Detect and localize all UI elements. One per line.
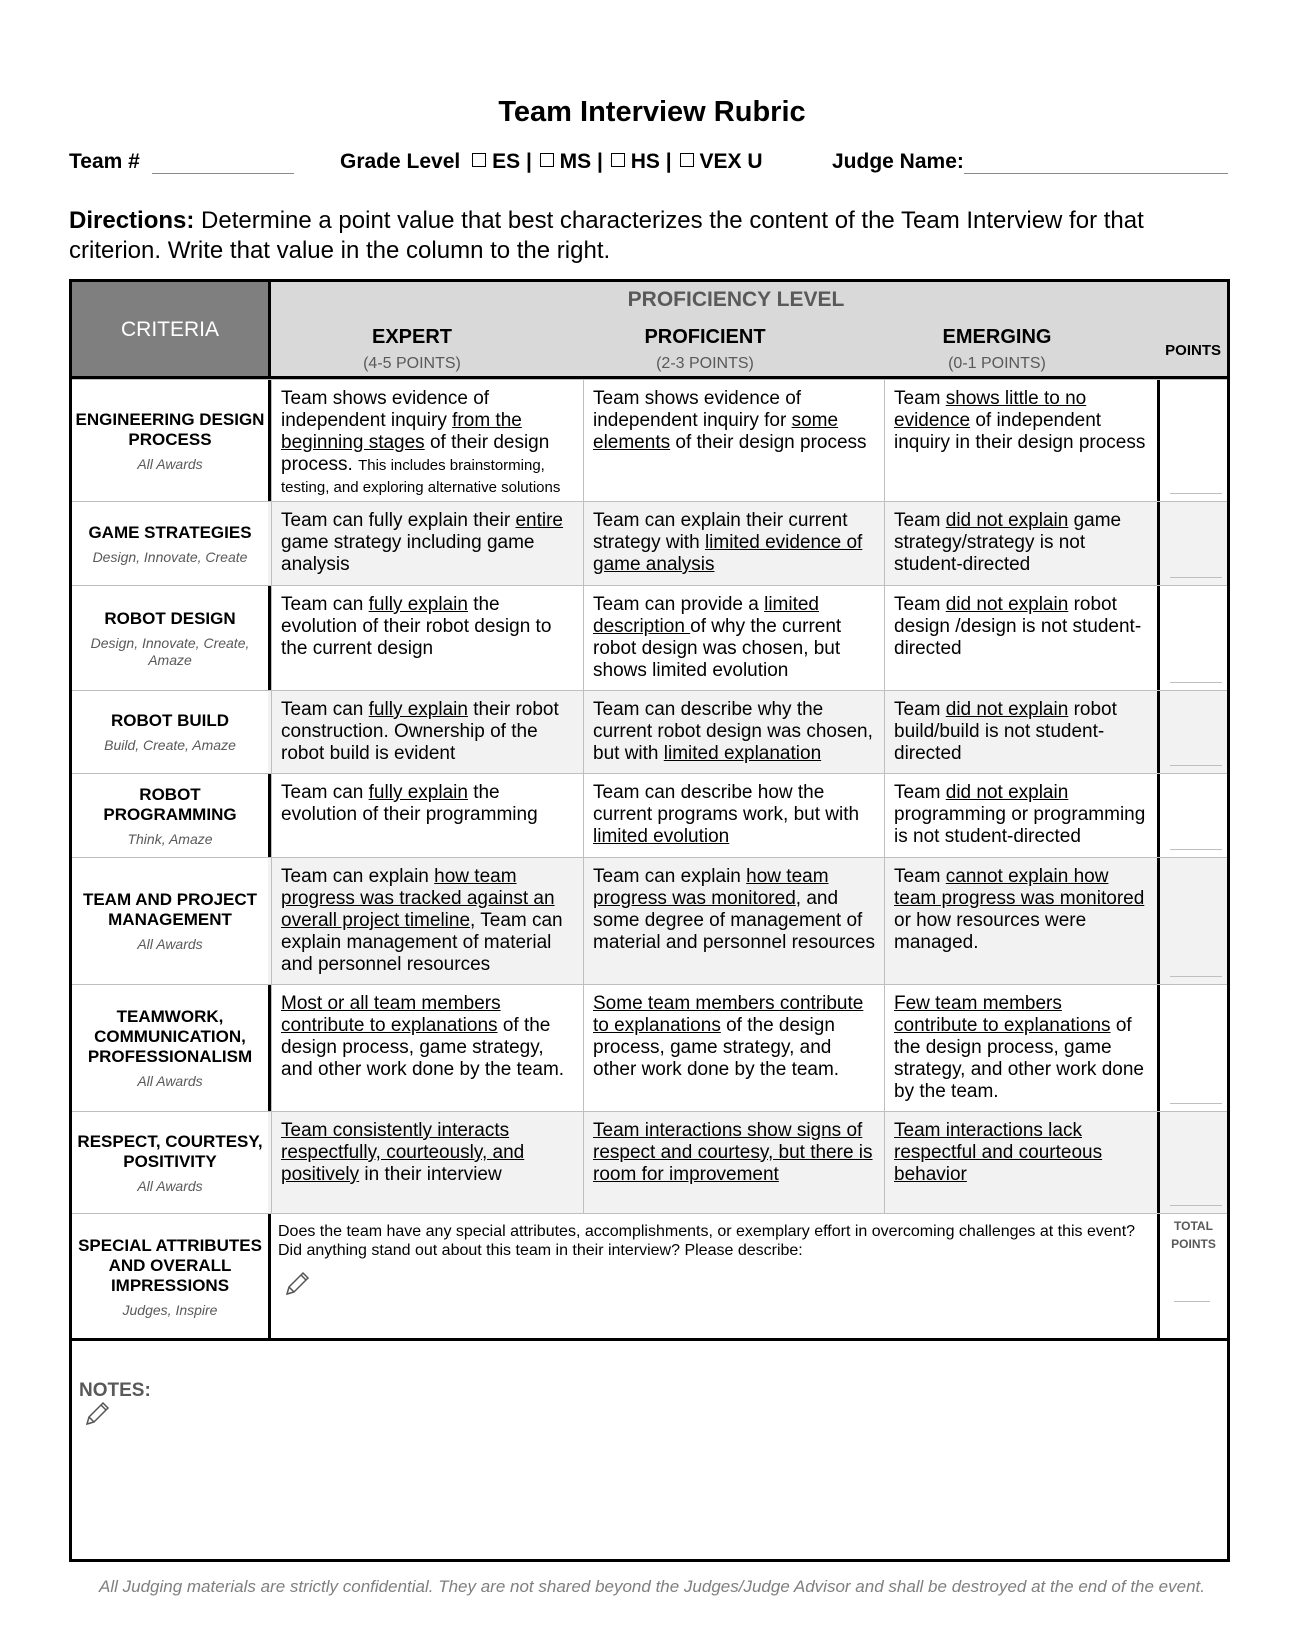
emerging-cell (884, 691, 1157, 774)
description-text: did not explain (945, 782, 1069, 803)
points-entry-line[interactable] (1170, 765, 1222, 766)
criterion-awards: Build, Create, Amaze (104, 737, 236, 753)
criterion-awards: All Awards (137, 455, 203, 472)
description-text: Team shows evidence of independent inquiry for (593, 388, 802, 431)
judge-name-blank[interactable] (964, 153, 1228, 174)
criterion-awards: Judges, Inspire (122, 1301, 218, 1318)
criterion-awards: All Awards (137, 1177, 203, 1194)
description-text: of independent inquiry in their design process (894, 410, 1146, 453)
points-cell[interactable] (1157, 502, 1230, 586)
description-text: Team (894, 388, 946, 409)
description-text: limited evidence of game analysis (593, 532, 863, 575)
criterion-cell (72, 380, 268, 502)
proficient-cell (583, 774, 884, 858)
description-text: of why the current robot design was chosen, but shows limited evolution (593, 616, 842, 681)
description-text: shows little to no evidence (894, 388, 1087, 431)
description-text: Team (894, 510, 946, 531)
points-cell[interactable] (1157, 380, 1230, 502)
grade-option-ms: MS (559, 150, 592, 173)
rubric-row (72, 690, 1227, 774)
rubric-row (72, 857, 1227, 985)
proficient-cell (583, 1112, 884, 1214)
description-text: fully explain (368, 594, 468, 615)
description-text: limited description (593, 594, 819, 637)
rubric-row (72, 1111, 1227, 1214)
expert-cell (271, 774, 583, 858)
expert-cell (271, 502, 583, 586)
rubric-row (72, 585, 1227, 691)
emerging-cell (884, 1112, 1157, 1214)
criterion-name: ENGINEERING DESIGN PROCESS (75, 409, 265, 449)
judge-name-label: Judge Name: (832, 150, 964, 173)
emerging-cell (884, 380, 1157, 502)
description-text: Some team members contribute to explanations (593, 993, 864, 1036)
level-points: (2-3 POINTS) (656, 355, 754, 372)
criterion-name: RESPECT, COURTESY, POSITIVITY (77, 1131, 263, 1171)
description-text: Team interactions show signs of respect and courtesy, but there is room for improvement (593, 1120, 873, 1185)
description-text: , Team can explain management of material and personnel resources (281, 910, 563, 975)
description-text: This includes brainstorming, testing, and exploring alternative solutions (281, 457, 561, 496)
description-text: Team can (281, 699, 369, 720)
description-text: Most or all team members contribute to explanations (281, 993, 501, 1036)
description-text: did not explain (945, 510, 1069, 531)
checkbox-icon[interactable] (680, 153, 694, 167)
emerging-cell (884, 774, 1157, 858)
team-number-label: Team # (69, 150, 140, 173)
description-text: of their design process (670, 432, 867, 453)
criterion-cell (72, 502, 268, 586)
criterion-cell (72, 586, 268, 691)
description-text: of the design process, game strategy, and other work done by the team. (593, 1015, 840, 1080)
description-text: Team (894, 699, 946, 720)
proficient-cell (583, 691, 884, 774)
level-name: EMERGING (942, 326, 1052, 348)
total-points-line[interactable] (1174, 1301, 1210, 1302)
proficient-cell (583, 985, 884, 1112)
separator: | (597, 150, 603, 173)
description-text: or how resources were managed. (894, 910, 1087, 953)
criterion-name: ROBOT PROGRAMMING (103, 784, 237, 824)
page-title: Team Interview Rubric (498, 96, 806, 128)
notes-label: NOTES: (79, 1380, 151, 1401)
description-text: limited explanation (663, 743, 822, 764)
notes-area[interactable] (80, 1420, 1220, 1550)
directions-text: Determine a point value that best characterizes the content of the Team Interview for that criterion. Write that value in the column to the right. (69, 207, 1144, 264)
proficient-cell (583, 858, 884, 985)
points-cell[interactable] (1157, 985, 1230, 1112)
description-text: did not explain (945, 594, 1069, 615)
description-text: of their design process. (281, 432, 550, 475)
description-text: Team (894, 866, 946, 887)
checkbox-icon[interactable] (472, 153, 486, 167)
description-text: game strategy/strategy is not student-directed (894, 510, 1122, 575)
points-entry-line[interactable] (1170, 577, 1222, 578)
points-cell[interactable] (1157, 858, 1230, 985)
level-points: (4-5 POINTS) (363, 355, 461, 372)
description-text: fully explain (368, 699, 468, 720)
expert-cell (271, 985, 583, 1112)
criterion-awards: Think, Amaze (127, 830, 213, 847)
level-expert (262, 326, 562, 373)
level-proficient (555, 326, 855, 373)
description-text: Team can explain their current strategy with (593, 510, 848, 553)
separator: | (665, 150, 672, 173)
description-text: robot design /design is not student-directed (894, 594, 1142, 659)
points-cell[interactable] (1157, 691, 1230, 774)
description-text: how team progress was tracked against an overall project timeline (281, 866, 555, 931)
points-entry-line[interactable] (1170, 976, 1222, 977)
criterion-name: GAME STRATEGIES (88, 522, 252, 542)
level-name: PROFICIENT (644, 326, 766, 348)
description-text: some elements (593, 410, 839, 453)
criterion-awards: All Awards (137, 936, 203, 952)
spacer (268, 1338, 1150, 1339)
description-text: did not explain (945, 699, 1069, 720)
description-text: cannot explain how team progress was monitored (894, 866, 1145, 909)
description-text: Team can (281, 782, 369, 803)
criterion-cell (72, 691, 268, 774)
special-question: Does the team have any special attributes, accomplishments, or exemplary effort in overcoming challenges at this event? Did anything stand out about this team in their interview? Please describe: (278, 1223, 1136, 1259)
description-text: robot build/build is not student-directed (894, 699, 1117, 764)
separator: | (525, 150, 532, 173)
expert-cell (271, 691, 583, 774)
grade-level-field (340, 150, 763, 174)
confidentiality-footer: All Judging materials are strictly confidential. They are not shared beyond the Judges/Judge Advisor and shall be destroyed at the end of the event. (99, 1577, 1205, 1596)
description-text: in their interview (359, 1164, 502, 1185)
grade-level-label: Grade Level (340, 150, 461, 173)
criterion-awards: Design, Innovate, Create, Amaze (90, 634, 250, 668)
description-text: Team can explain (593, 866, 747, 887)
description-text: Team shows evidence of independent inquiry (281, 388, 490, 431)
expert-cell (271, 858, 583, 985)
description-text: of the design process, game strategy, and other work done by the team. (281, 1015, 565, 1080)
points-entry-line[interactable] (1170, 682, 1222, 683)
points-cell[interactable] (1157, 1112, 1230, 1214)
criterion-awards: All Awards (137, 1073, 203, 1089)
expert-cell (271, 586, 583, 691)
judge-name-field[interactable] (832, 150, 1228, 174)
description-text: Team interactions lack respectful and courteous behavior (894, 1120, 1103, 1185)
description-text: Team can describe why the current robot design was chosen, but with (593, 699, 873, 764)
description-text: Team consistently interacts respectfully, courteously, and positively (281, 1120, 525, 1185)
criterion-cell (72, 774, 268, 858)
total-points-label: TOTAL POINTS (1171, 1219, 1216, 1251)
description-text: Team can explain (281, 866, 435, 887)
points-entry-line[interactable] (1170, 1205, 1222, 1206)
rubric-row (72, 773, 1227, 858)
description-text: Few team members contribute to explanations (894, 993, 1111, 1036)
proficient-cell (583, 586, 884, 691)
description-text: Team (894, 594, 946, 615)
checkbox-icon[interactable] (540, 153, 554, 167)
grade-option-es: ES (492, 150, 521, 173)
description-text: Team can (281, 594, 369, 615)
rubric-row (72, 501, 1227, 586)
criterion-name: TEAM AND PROJECT MANAGEMENT (82, 890, 258, 929)
proficient-cell (583, 502, 884, 586)
level-points: (0-1 POINTS) (948, 355, 1046, 372)
description-text: Team can fully explain their (281, 510, 516, 531)
criterion-name: SPECIAL ATTRIBUTES AND OVERALL IMPRESSIONS (78, 1235, 262, 1295)
criterion-special (72, 1214, 268, 1340)
emerging-cell (884, 858, 1157, 985)
points-entry-line[interactable] (1170, 493, 1222, 494)
description-text: of the design process, game strategy, and other work done by the team. (894, 1015, 1144, 1102)
description-text: , and some degree of management of material and personnel resources (593, 888, 875, 953)
level-emerging (847, 326, 1147, 373)
criterion-cell (72, 1112, 268, 1214)
description-text: their robot construction. Ownership of the robot build is evident (281, 699, 559, 764)
description-text: the evolution of their robot design to the current design (281, 594, 552, 659)
description-text: programming or programming is not student-directed (894, 804, 1146, 847)
description-text: how team progress was monitored (593, 866, 829, 909)
level-name: EXPERT (371, 326, 453, 348)
criterion-name: ROBOT DESIGN (104, 608, 236, 628)
points-entry-line[interactable] (1170, 1103, 1222, 1104)
description-text: Team can provide a (593, 594, 765, 615)
description-text: game strategy including game analysis (281, 532, 535, 575)
criteria-header: CRITERIA (72, 282, 268, 378)
points-entry-line[interactable] (1170, 849, 1222, 850)
emerging-cell (884, 985, 1157, 1112)
points-cell[interactable] (1157, 586, 1230, 691)
directions (69, 206, 1239, 266)
description-text: Team can describe how the current programs work, but with (593, 782, 860, 825)
team-number-blank[interactable] (152, 153, 294, 174)
points-cell[interactable] (1157, 774, 1230, 858)
description-text: limited evolution (593, 826, 730, 847)
rubric-row (72, 984, 1227, 1112)
directions-lead: Directions: (69, 207, 195, 234)
criterion-awards: Design, Innovate, Create (92, 548, 248, 565)
emerging-cell (884, 586, 1157, 691)
description-text: from the beginning stages (281, 410, 522, 453)
proficient-cell (583, 380, 884, 502)
points-header: POINTS (1165, 342, 1221, 359)
checkbox-icon[interactable] (611, 153, 625, 167)
expert-cell (271, 1112, 583, 1214)
grade-option-hs: HS (630, 150, 660, 173)
description-text: entire (515, 510, 563, 531)
team-number-field[interactable] (69, 150, 294, 174)
description-text: Team (894, 782, 946, 803)
expert-cell (271, 380, 583, 502)
description-text: the evolution of their programming (281, 782, 538, 825)
description-text: fully explain (368, 782, 468, 803)
pencil-icon[interactable] (283, 1270, 311, 1298)
criterion-cell (72, 985, 268, 1112)
proficiency-title: PROFICIENCY LEVEL (627, 288, 845, 311)
grade-option-vexu: VEX U (699, 150, 763, 173)
rubric-row (72, 379, 1227, 502)
emerging-cell (884, 502, 1157, 586)
proficiency-header (271, 282, 1227, 378)
criterion-name: TEAMWORK, COMMUNICATION, PROFESSIONALISM (87, 1007, 253, 1066)
criterion-name: ROBOT BUILD (110, 711, 230, 730)
criterion-cell (72, 858, 268, 985)
